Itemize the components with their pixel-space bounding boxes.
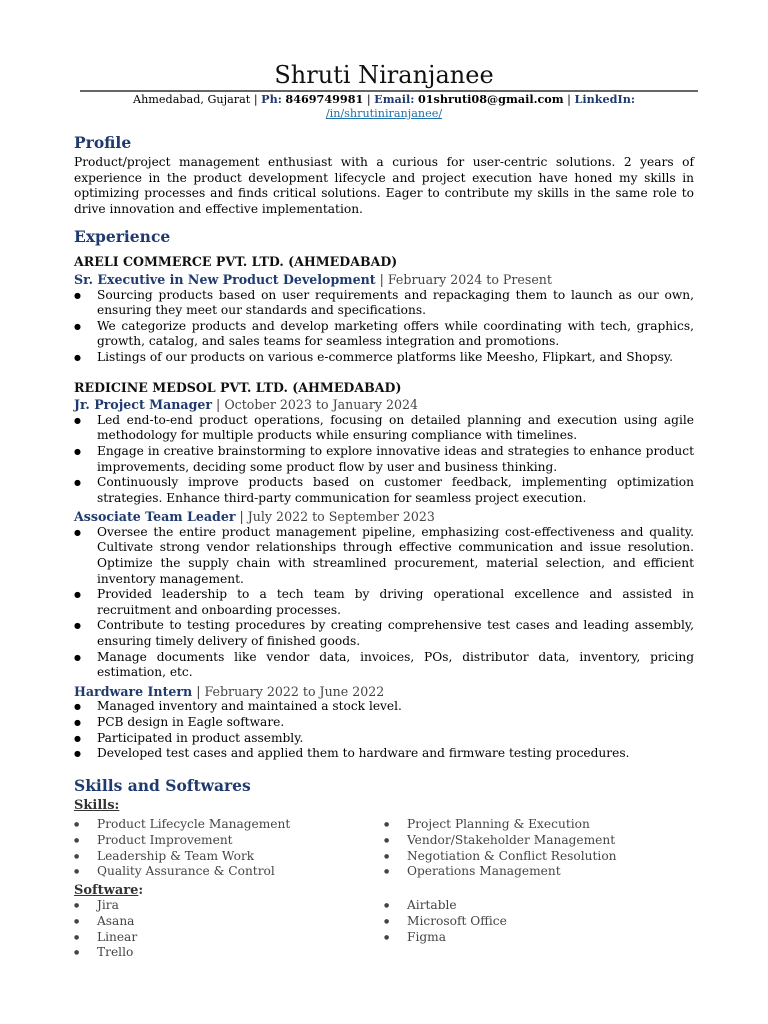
profile-text: Product/project management enthusiast with a curious for user-centric solutions. 2 years of experience in the product development lifecycle and project execution have honed my skills in optimizing processes and finds critical solutions. Eager to contribute my skills in the same role to drive innovation and effective implementation. [74,155,694,216]
skill-item: ● Leadership & Team Work [74,849,384,865]
role-title: Hardware Intern [74,683,193,699]
company-name: REDICINE MEDSOL PVT. LTD. (AHMEDABAD) [74,379,402,395]
bullet-item: ● Managed inventory and maintained a stock level. [74,699,694,715]
software-item: ● Linear [74,930,384,946]
skill-item: ● Vendor/Stakeholder Management [384,833,694,849]
company-name: ARELI COMMERCE PVT. LTD. (AHMEDABAD) [74,254,398,270]
role-bullets [74,525,694,681]
experience-heading: Experience [74,227,171,247]
skill-item: ● Product Lifecycle Management [74,817,384,833]
linkedin-link[interactable]: /in/shrutiniranjanee/ [325,107,443,120]
separator: | [366,93,371,106]
role-title: Jr. Project Manager [74,397,213,413]
skill-item: ● Product Improvement [74,833,384,849]
contact-line [74,92,694,121]
bullet-item: ● Listings of our products on various e-commerce platforms like Meesho, Flipkart, and Shopsy. [74,350,694,366]
candidate-name: Shruti Niranjanee [274,61,494,89]
bullet-item: ● Engage in creative brainstorming to explore innovative ideas and strategies to enhance product improvements, deciding some product flow by user and business thinking. [74,444,694,475]
bullet-item: ● Developed test cases and applied them to hardware and firmware testing procedures. [74,746,694,762]
role-dates: October 2023 to January 2024 [224,397,419,413]
role-line [74,684,694,700]
skill-item: ● Negotiation & Conflict Resolution [384,849,694,865]
skill-item: ● Project Planning & Execution [384,817,694,833]
separator: | [253,93,258,106]
role-bullets [74,413,694,507]
software-item: ● Microsoft Office [384,914,694,930]
role-line [74,397,694,413]
location: Ahmedabad, Gujarat [133,93,251,106]
bullet-item: ● Manage documents like vendor data, invoices, POs, distributor data, inventory, pricing estimation, etc. [74,650,694,681]
software-columns [74,898,694,960]
software-colon: : [138,882,144,898]
bullet-item: ● Sourcing products based on user requirements and repackaging them to launch as our own, ensuring they meet our standards and specifications. [74,288,694,319]
role-bullets [74,288,694,366]
role-dates: February 2022 to June 2022 [204,683,385,699]
experience-list [74,254,694,761]
software-item: ● Jira [74,898,384,914]
skill-item: ● Operations Management [384,864,694,880]
skills-left-list [74,817,384,879]
phone-number[interactable]: 8469749981 [285,92,364,106]
role-dates: July 2022 to September 2023 [247,509,435,525]
role-line [74,509,694,525]
separator: | [379,271,384,287]
software-item: ● Figma [384,930,694,946]
software-item: ● Trello [74,945,384,961]
bullet-item: ● Oversee the entire product management pipeline, emphasizing cost-effectiveness and quality. Cultivate strong vendor relationships through effective communication and issue resolution. Optimize the supply chain with streamlined procurement, material selection, and efficient inventory management. [74,525,694,587]
bullet-item: ● Continuously improve products based on customer feedback, implementing optimization strategies. Enhance third-party communication for seamless project execution. [74,475,694,506]
software-item: ● Airtable [384,898,694,914]
role-line [74,272,694,288]
role-dates: February 2024 to Present [387,271,552,287]
role-title: Associate Team Leader [74,509,236,525]
software-item: ● Asana [74,914,384,930]
role-bullets [74,699,694,761]
email-address[interactable]: 01shruti08@gmail.com [417,92,564,106]
profile-heading: Profile [74,133,132,152]
email-label: Email: [374,92,415,106]
bullet-item: ● PCB design in Eagle software. [74,715,694,731]
bullet-item: ● Contribute to testing procedures by creating comprehensive test cases and leading assembly, ensuring timely delivery of finished goods. [74,618,694,649]
role-title: Sr. Executive in New Product Development [74,271,376,287]
separator: | [239,509,244,525]
bullet-item: ● We categorize products and develop marketing offers while coordinating with tech, graphics, growth, catalog, and sales teams for seamless integration and promotions. [74,319,694,350]
bullet-item: ● Led end-to-end product operations, focusing on detailed planning and execution using agile methodology for multiple products while ensuring compliance with timelines. [74,413,694,444]
skills-subheading: Skills: [74,797,120,813]
separator: | [567,93,571,106]
separator: | [196,683,201,699]
skill-item: ● Quality Assurance & Control [74,864,384,880]
skills-right-list [384,817,694,879]
skills-heading: Skills and Softwares [74,775,251,795]
software-right-list [384,898,694,945]
phone-label: Ph: [261,92,282,106]
bullet-item: ● Participated in product assembly. [74,731,694,747]
skills-columns [74,817,694,879]
separator: | [216,397,221,413]
software-left-list [74,898,384,960]
bullet-item: ● Provided leadership to a tech team by driving operational excellence and assisted in recruitment and onboarding processes. [74,587,694,618]
linkedin-label: LinkedIn: [574,92,635,106]
software-label: Software [74,882,139,898]
resume-page [74,60,694,961]
software-subheading [74,883,694,899]
